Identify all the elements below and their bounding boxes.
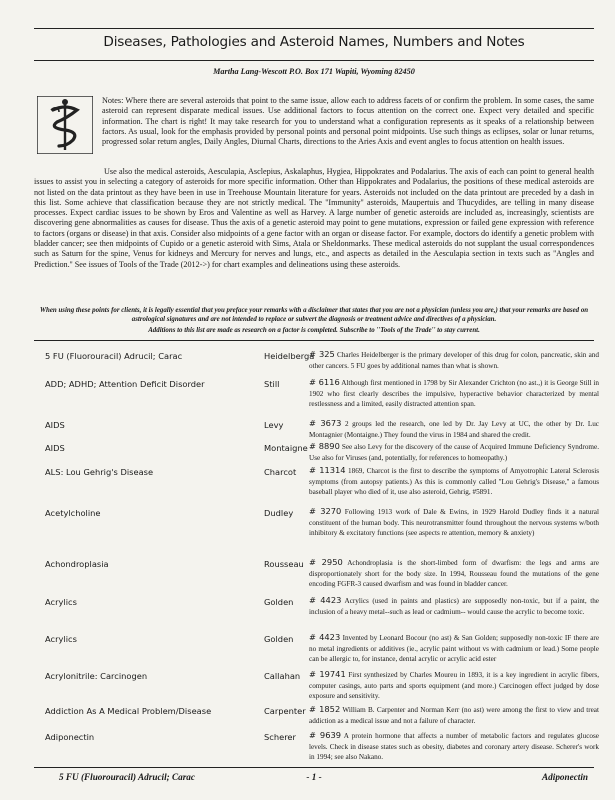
entry-note-text: Invented by Leonard Bocour (no ast) & San Golden; supposedly non-toxic IF there are no metal ingredients or additives (ie., acrylic paint without vs with cadmium or lead.) Some people can be allergic to, for instance, dental acrylic or acrylic acid ester (309, 634, 600, 664)
intro-paragraph: Use also the medical asteroids, Aesculapia, Asclepius, Askalaphus, Hygiea, Hippokrates and Podalarius. The axis of each can point to general health issues to assist you in selecting a category of asteroids for more specific information. Other than Hippokrates and Podalarius, the positions of these medical asteroids are not listed on the data printout as they have been in use in Treehouse Mountain literature for years. Asteroids not included on the data printout are preceded by a dash in this list. Some achieve that classification because they are not strictly medical. The ''Immunity'' asteroids, Maupertuis and Thucydides, are telling in many disease processes. Expect cardiac issues to be shown by Eros and Valentine as well as Harvey. A large number of genetic asteroids are included as, increasingly, scientists are discovering gene abnormalities as causes for disease. Thus the axis of a genetic asteroid may point to gene mutations, expression or failed gene expression with reference to factors (organs or disease) in that axis. Consider also midpoints of a gene factor with an organ or disease factor. For example, doctors do identify a genetic problem with bladder cancer; see then midpoints of Cupido or a genetic asteroid with Sims, Atala or Sheldonmarks. These medical asteroids do not supplant the usual correspondences such as Saturn for the spine, Venus for kidneys and Mercury for nerves and lungs, etc., and aspects as detailed in the Aesculapia section in texts such as ''Angles and Prediction.'' See issues of Tools of the Trade (2012->) for chart examples and delineations using these asteroids. (34, 167, 594, 269)
asteroid-number: # 11314 (309, 465, 346, 475)
disclaimer (34, 307, 594, 335)
subscribe-note: Additions to this list are made as research on a factor is completed. Subscribe to ''Tools of the Trade'' to stay current. (148, 326, 480, 334)
asteroid-name: Callahan (264, 671, 301, 681)
disease-name: Acrylics (45, 634, 77, 644)
asteroid-number: # 8890 (309, 441, 340, 451)
entry-note (309, 465, 599, 498)
asteroid-number: # 2950 (309, 557, 343, 567)
entry-note (309, 730, 599, 763)
asteroid-number: # 6116 (309, 377, 340, 387)
asteroid-name: Charcot (264, 467, 297, 477)
top-rule (34, 28, 594, 29)
disease-name: Addiction As A Medical Problem/Disease (45, 706, 212, 716)
disease-name: AIDS (45, 420, 65, 430)
page-title: Diseases, Pathologies and Asteroid Names, Numbers and Notes (103, 34, 525, 50)
section-rule (34, 340, 594, 341)
entry-note-text: See also Levy for the discovery of the cause of Acquired Immune Deficiency Syndrome. Use also for Viruses (and, potentially, for references to homeopathy.) (309, 443, 600, 462)
disease-name: Achondroplasia (45, 559, 109, 569)
disease-name: ALS: Lou Gehrig's Disease (45, 467, 154, 477)
entry-note (309, 632, 599, 665)
asteroid-name: Dudley (264, 508, 294, 518)
entry-note (309, 377, 599, 410)
asteroid-number: # 3673 (309, 418, 342, 428)
disclaimer-text: When using these points for clients, it is legally essential that you preface your remarks with a disclaimer that states that you are not a physician (unless you are,) that your remarks are based on astrological signatures and are not intended to replace or subvert the diagnosis or treatment advice and directives of a physician. (39, 307, 589, 323)
entry-note-text: Achondroplasia is the short-limbed form of dwarfism: the legs and arms are disproportionately short for the body size. In 1994, Rousseau found the mutations of the gene encoding FGFR-3 caused dwarfism and was found in bladder cancer. (309, 559, 599, 589)
asteroid-number: # 9639 (309, 730, 342, 740)
asteroid-name: Carpenter (264, 706, 306, 716)
asteroid-name: Heidelberga (264, 351, 315, 361)
entry-note-text: William B. Carpenter and Norman Kerr (no ast) were among the first to view and treat addiction as a medical issue and not a failure of character. (309, 706, 599, 725)
title-rule (34, 60, 594, 61)
entry-note-text: Charles Heidelberger is the primary developer of this drug for colon, pancreatic, skin and other cancers. 5 FU goes by additional names than what is shown. (309, 351, 599, 370)
asteroid-number: # 1852 (309, 704, 341, 714)
asteroid-number: # 19741 (309, 669, 346, 679)
footer-rule (34, 767, 594, 768)
disease-name: Acetylcholine (45, 508, 101, 518)
entry-note (309, 557, 599, 590)
asteroid-number: # 4423 (309, 595, 342, 605)
disease-name: AIDS (45, 443, 65, 453)
disease-name: Acrylics (45, 597, 77, 607)
asteroid-name: Scherer (264, 732, 296, 742)
entry-note-text: Although first mentioned in 1798 by Sir Alexander Crichton (no ast.,) it is George Still in 1902 who first clearly describes the impulsive, hyperactive behavior characterized by mental restlessness and a limited, easily distracted attention span. (309, 379, 599, 409)
disease-name: Adiponectin (45, 732, 95, 742)
notes-paragraph: Notes: Where there are several asteroids that point to the same issue, allow each to address facets of or confirm the problem. In some cases, the same asteroid can represent disparate medical issues. Use additional factors to focus attention on the correct one. Expect very detailed and specific information. The chart is right! It may take research for you to understand what a configuration represents as it speaks of a relationship between factors. As usual, look for the emphasis provided by personal points and personal point midpoints. Use such things as eclipses, solar or lunar returns, progressed solar return angles, Daily Angles, Diurnal Charts, directions to the Aries Axis and event angles to focus attention on health issues. (102, 96, 594, 147)
disease-name: 5 FU (Fluorouracil) Adrucil; Carac (45, 351, 183, 361)
asteroid-name: Golden (264, 597, 294, 607)
asteroid-name: Golden (264, 634, 294, 644)
entry-note (309, 669, 599, 702)
asteroid-number: # 4423 (309, 632, 341, 642)
asteroid-number: # 3270 (309, 506, 342, 516)
entry-note (309, 349, 599, 371)
page-number: - 1 - (306, 772, 322, 782)
entry-note-text: A protein hormone that affects a number of metabolic factors and regulates glucose levels. Check in disease states such as obesity, diabetes and coronary artery disease. Scherer's work in 1994; see also Nakano. (309, 732, 599, 762)
asteroid-name: Still (264, 379, 280, 389)
disease-name: Acrylonitrile: Carcinogen (45, 671, 148, 681)
author-byline: Martha Lang-Wescott P.O. Box 171 Wapiti, Wyoming 82450 (213, 67, 415, 76)
caduceus-icon (37, 96, 93, 154)
footer-last-entry: Adiponectin (542, 772, 588, 782)
entry-note-text: First synthesized by Charles Moureu in 1893, it is a key ingredient in acrylic fibers, computer casings, auto parts and sports equipment (and more.) Carcinogen effect judged by dose exposure and sensitivity. (309, 671, 600, 701)
entry-note (309, 441, 599, 463)
entry-note-text: 1869, Charcot is the first to describe the symptoms of Amyotrophic Lateral Sclerosis symptoms (from autopsy patients.) As this is commonly called ''Lou Gehrig's Disease,'' a famous baseball player who died of it, use also asteroid, Gehrig, #5891. (309, 467, 600, 497)
footer-first-entry: 5 FU (Fluorouracil) Adrucil; Carac (59, 772, 195, 782)
entry-note (309, 506, 599, 539)
asteroid-name: Montaigne (264, 443, 308, 453)
asteroid-name: Rousseau (264, 559, 304, 569)
entry-note-text: 2 groups led the research, one led by Dr. Jay Levy at UC, the other by Dr. Luc Montagnier (Montaigne.) They found the virus in 1984 and shared the credit. (309, 420, 599, 439)
entry-note (309, 704, 599, 726)
asteroid-number: # 325 (309, 349, 335, 359)
entry-note-text: Acrylics (used in paints and plastics) are supposedly non-toxic, but if a paint, the inclusion of a heavy metal--such as lead or cadmium-- would cause the acrylic to become toxic. (309, 597, 599, 616)
asteroid-name: Levy (264, 420, 284, 430)
disease-name: ADD; ADHD; Attention Deficit Disorder (45, 379, 205, 389)
entry-note (309, 418, 599, 440)
entry-note-text: Following 1913 work of Dale & Ewins, in 1929 Harold Dudley finds it a natural constituent of the human body. This neurotransmitter found throughout the nervous systems w/both inhibitory & excitatory functions (see aspects re attention, memory & anxiety) (309, 508, 599, 538)
entry-note (309, 595, 599, 617)
